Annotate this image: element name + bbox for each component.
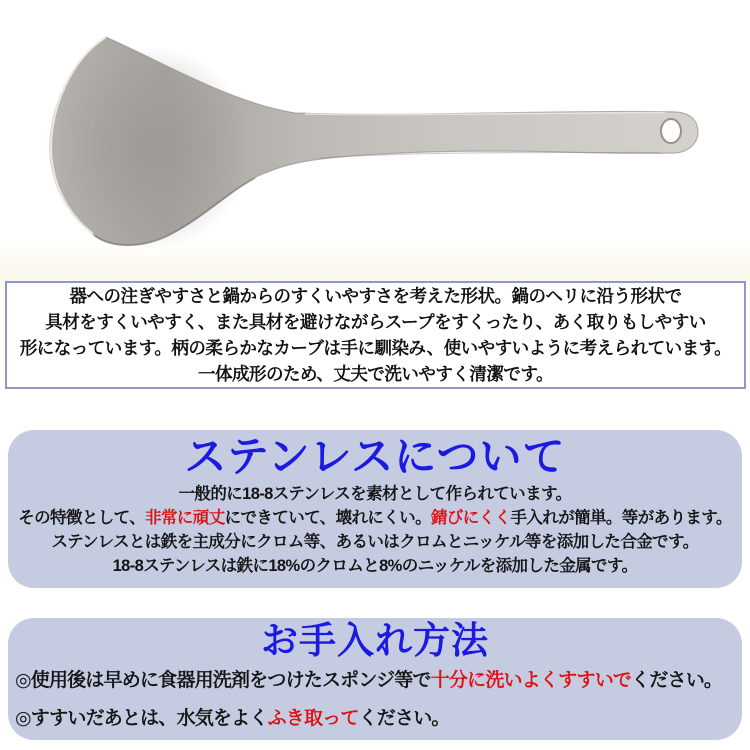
hanging-hole (661, 119, 681, 143)
description-line: 一体成形のため、丈夫で洗いやすく清潔です。 (198, 364, 553, 384)
stainless-section-body (8, 482, 742, 578)
care-instructions-section (8, 618, 742, 740)
care-section-body (8, 662, 742, 738)
description-box (5, 281, 746, 389)
product-photo (0, 0, 750, 281)
ladle-image (0, 0, 750, 281)
info-line: ステンレスとは鉄を主成分にクロム等、あるいはクロムとニッケル等を添加した合金です。 (51, 533, 699, 551)
info-line: 一般的に18-8ステンレスを素材として作られています。 (178, 485, 572, 503)
info-line: 18-8ステンレスは鉄に18%のクロムと8%のニッケルを添加した金属です。 (112, 557, 638, 575)
stainless-section-title: ステンレスについて (184, 433, 566, 480)
info-line: その特徴として、非常に頑丈にできていて、壊れにくい。錆びにくく手入れが簡単。等があります。 (18, 509, 732, 527)
stainless-info-section (8, 430, 742, 588)
description-line: 形になっています。柄の柔らかなカーブは手に馴染み、使いやすいように考えられています。 (19, 338, 732, 358)
care-item: ◎使用後は早めに食器用洗剤をつけたスポンジ等で十分に洗いよくすすいでください。 (15, 670, 723, 691)
description-line: 具材をすくいやすく、また具材を避けながらスープをすくったり、あく取りもしやすい (45, 312, 706, 332)
care-section-title: お手入れ方法 (261, 620, 489, 661)
description-line: 器への注ぎやすさと鍋からのすくいやすさを考えた形状。鍋のヘリに沿う形状で (69, 286, 682, 306)
care-item: ◎すすいだあとは、水気をよくふき取ってください。 (15, 708, 450, 729)
bowl-shading (54, 46, 250, 250)
